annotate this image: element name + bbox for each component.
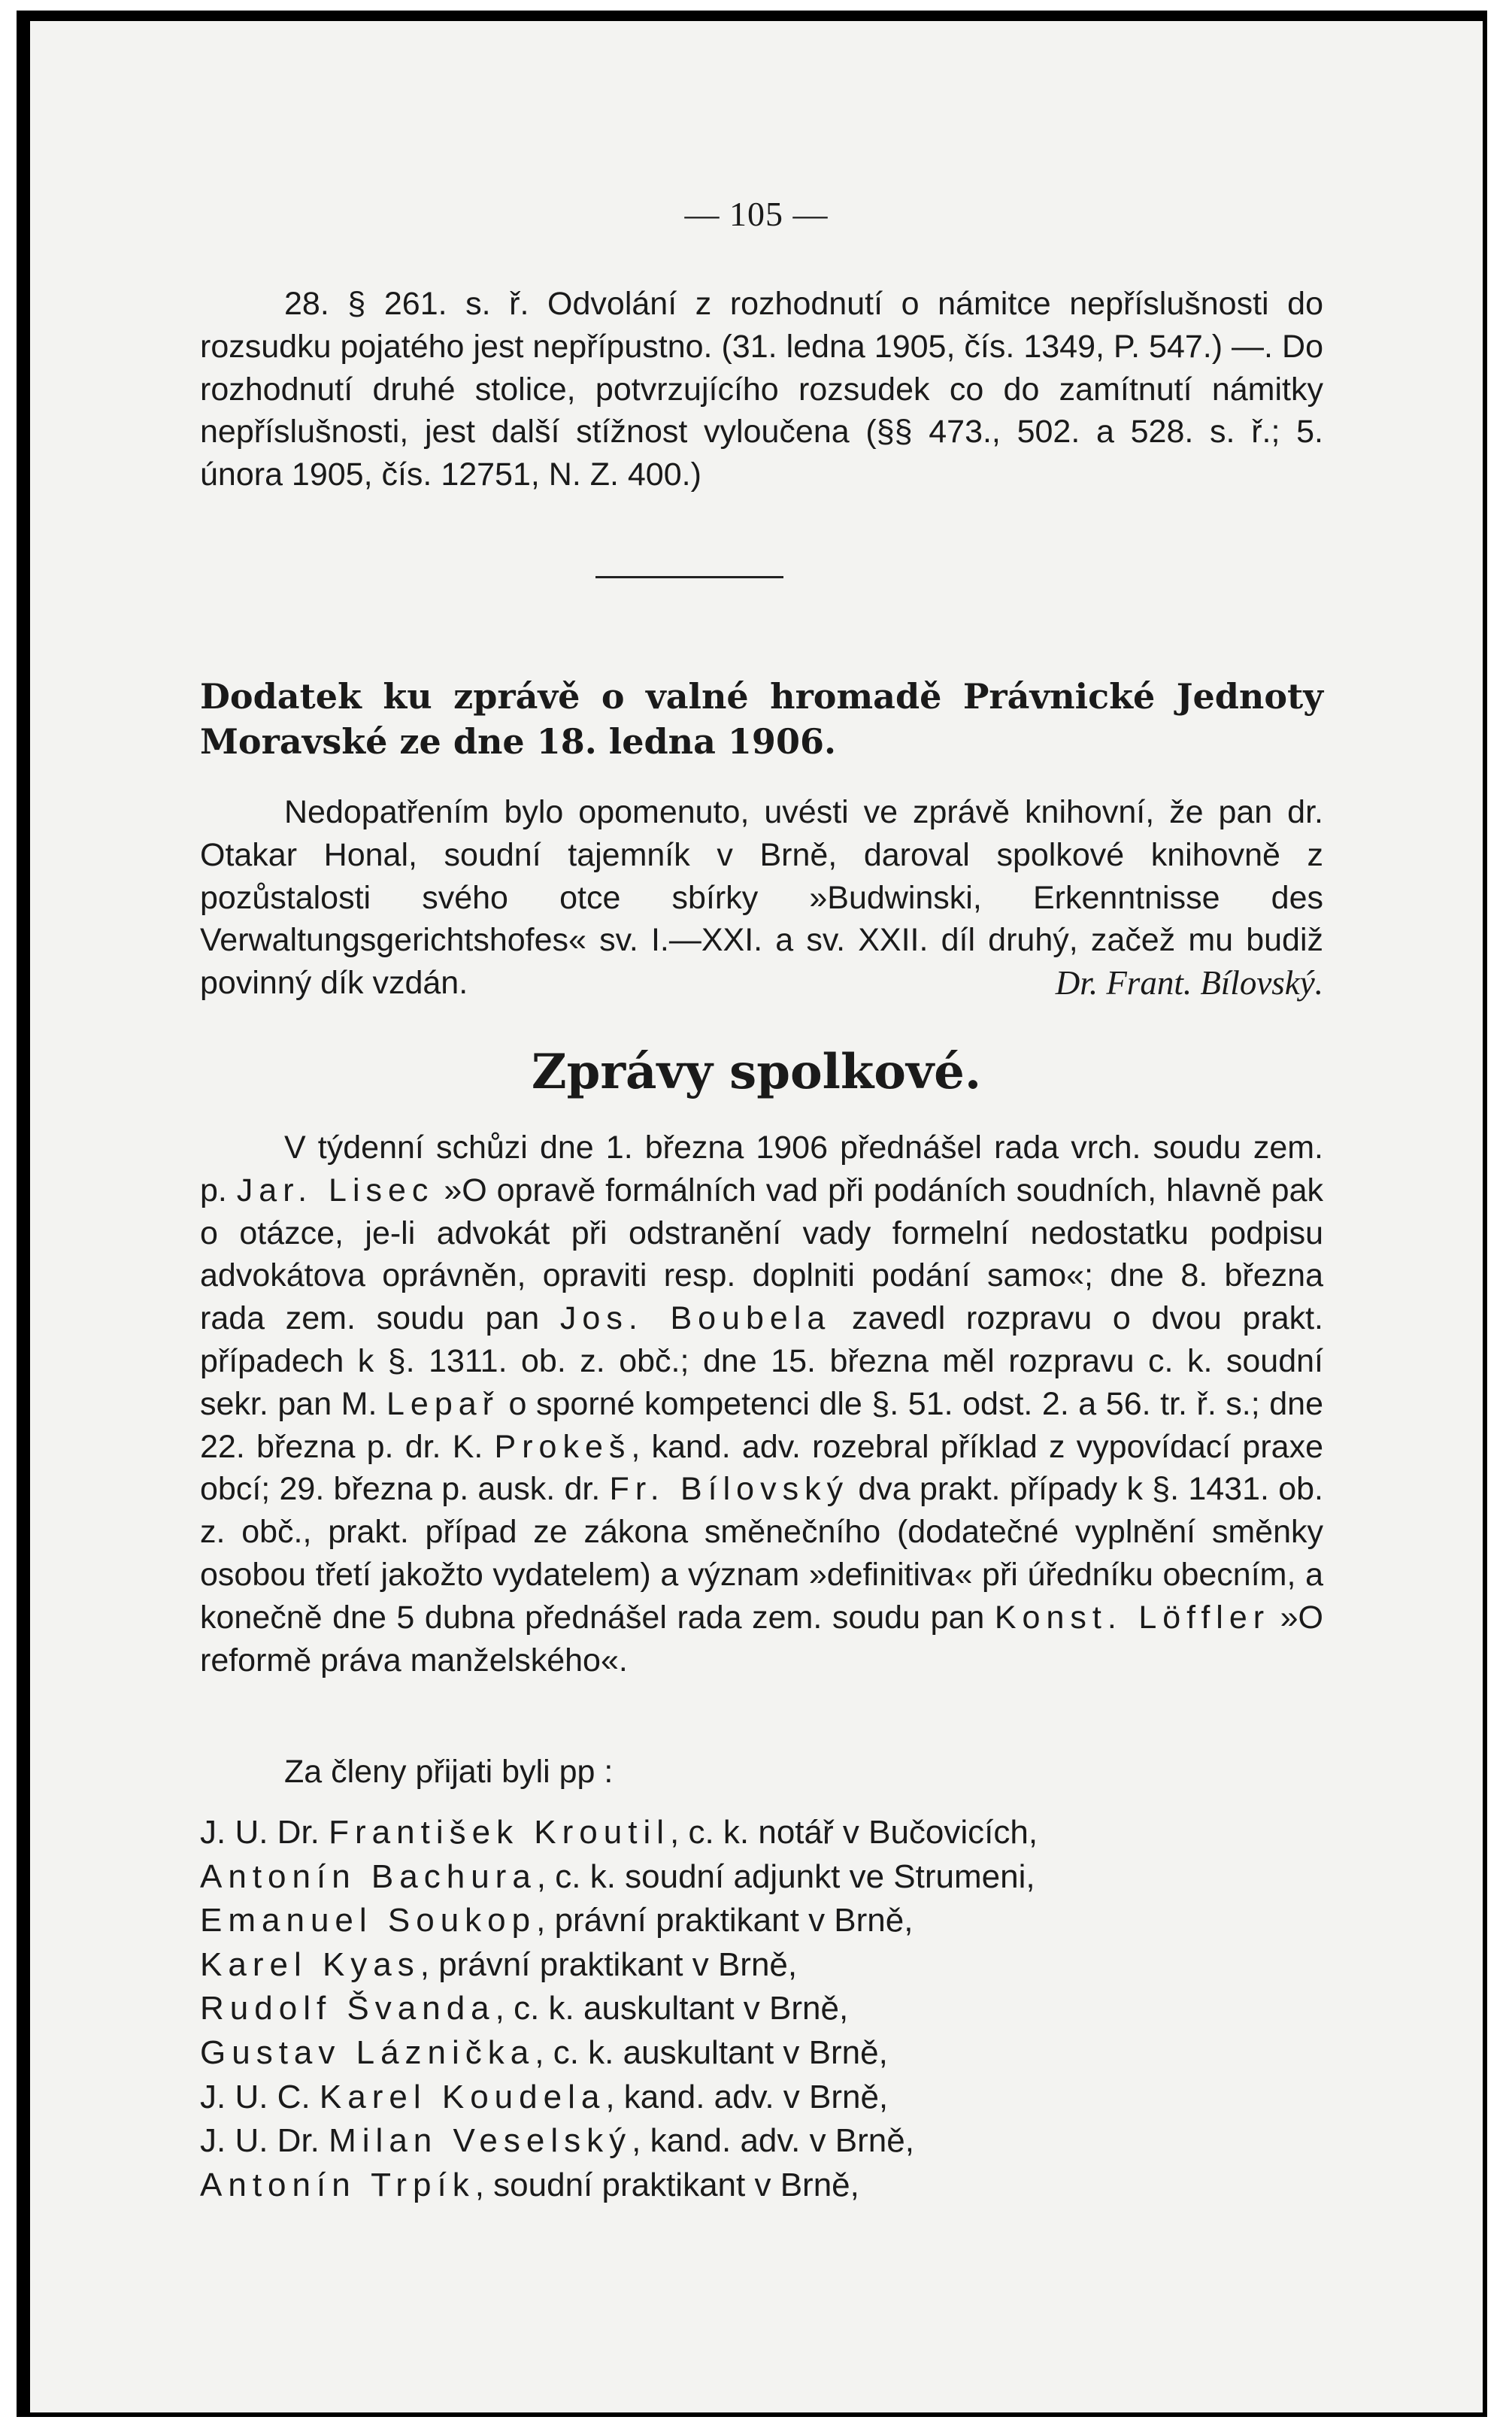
speaker-name: Prokeš [494, 1428, 632, 1465]
member-name: František Kroutil [329, 1814, 671, 1851]
speaker-name: Konst. Löffler [994, 1599, 1271, 1636]
library-donation-block [200, 791, 1323, 1005]
paragraph-library-donation [200, 791, 1323, 1005]
member-name: Gustav Láznička [200, 2033, 535, 2071]
list-item: Rudolf Švanda, c. k. auskultant v Brně, [200, 1990, 849, 2027]
lectures-text-5: , kand. adv. rozebral příklad z vypovídací praxe obcí; 29. března p. ausk. dr. [200, 1428, 1323, 1508]
lectures-block [200, 1127, 1323, 1681]
member-name: Milan Veselský [329, 2122, 632, 2160]
section-title: Zprávy spolkové. [531, 1044, 982, 1100]
library-donation-text: Nedopatřením bylo opomenuto, uvésti ve zprávě knihovní, že pan dr. Otakar Honal, soudní tajemník v Brně, daroval spolkové knihovně z pozůstalosti svého otce sbírky »Budwinski, Erkenntnisse des Verwaltungsgerichtshofes« sv. I.—XXI. a sv. XXII. díl druhý, začež mu budiž povinný dík vzdán. [200, 794, 1323, 1002]
members-intro: Za členy přijati byli pp : [284, 1754, 614, 1790]
list-item: Emanuel Soukop, právní praktikant v Brně, [200, 1902, 914, 1939]
court-decision-note [200, 283, 1323, 496]
lectures-text-6: dva prakt. případy k §. 1431. ob. z. obč., prakt. případ ze zákona směnečního (dodatečné vyplnění směnky osobou třetí jakožto vydatelem) a význam »definitiva« při úředníku obecním, a konečně dne 5 dubna přednášel rada zem. soudu pan [200, 1471, 1324, 1636]
members-intro-block [200, 1751, 1323, 1794]
members-list [200, 1811, 1323, 2207]
member-name: Emanuel Soukop [200, 1902, 537, 1939]
list-item: Antonín Bachura, c. k. soudní adjunkt ve Strumeni, [200, 1857, 1035, 1895]
lectures-text-3: zavedl rozpravu o dvou prakt. případech k §. 1311. ob. z. obč.; dne 15. března měl rozpravu c. k. soudní sekr. pan M. [200, 1300, 1323, 1422]
addendum-heading-block [200, 674, 1323, 764]
list-item: J. U. Dr. František Kroutil, c. k. notář v Bučovicích, [200, 1814, 1038, 1851]
speaker-name: Fr. Bílovský [609, 1471, 850, 1508]
speaker-name: Jar. Lisec [236, 1172, 435, 1208]
member-name: Karel Koudela [319, 2078, 606, 2115]
speaker-name: Lepař [386, 1385, 499, 1422]
member-name: Karel Kyas [200, 1945, 420, 1983]
list-item: J. U. C. Karel Koudela, kand. adv. v Brně, [200, 2078, 889, 2115]
lectures-text-4: o sporné kompetenci dle §. 51. odst. 2. a 56. tr. ř. s.; dne 22. března p. dr. K. [200, 1385, 1323, 1465]
document-page [30, 21, 1483, 2412]
lectures-text-7: »O reformě práva manželského«. [200, 1599, 1323, 1678]
member-name: Antonín Trpík [200, 2166, 475, 2203]
members-block [200, 1811, 1323, 2207]
signature: Dr. Frant. Bílovský. [1055, 964, 1323, 1002]
addendum-heading-line2: Moravské ze dne 18. ledna 1906. [200, 721, 836, 762]
list-item: J. U. Dr. Milan Veselský, kand. adv. v Brně, [200, 2122, 914, 2160]
paragraph-lectures [200, 1127, 1323, 1681]
paragraph-court-decision: 28. § 261. s. ř. Odvolání z rozhodnutí o námitce nepříslušnosti do rozsudku pojatého jest nepřípustno. (31. ledna 1905, čís. 1349, P. 547.) —. Do rozhodnutí druhé stolice, potvrzujícího rozsudek co do zamítnutí námitky nepříslušnosti, jest další stížnost vyloučena (§§ 473., 502. a 528. s. ř.; 5. února 1905, čís. 12751, N. Z. 400.) [200, 286, 1323, 493]
member-name: Antonín Bachura [200, 1857, 537, 1895]
member-name: Rudolf Švanda [200, 1990, 495, 2027]
page-number: — 105 — [684, 195, 829, 233]
lectures-text-1: V týdenní schůzi dne 1. března 1906 přednášel rada vrch. soudu zem. p. [200, 1130, 1323, 1208]
section-divider [595, 576, 783, 578]
speaker-name: Jos. Boubela [559, 1300, 832, 1337]
list-item: Karel Kyas, právní praktikant v Brně, [200, 1945, 798, 1983]
list-item: Gustav Láznička, c. k. auskultant v Brně, [200, 2033, 888, 2071]
list-item: Antonín Trpík, soudní praktikant v Brně, [200, 2166, 859, 2203]
lectures-text-2: »O opravě formálních vad při podáních soudních, hlavně pak o otázce, je-li advokát při odstranění vady formelní nedostatku podpisu advokátova oprávněn, opraviti resp. doplniti podání samo«; dne 8. března rada zem. soudu pan [200, 1172, 1323, 1337]
addendum-heading-line1: Dodatek ku zprávě o valné hromadě Právnické Jednoty [200, 676, 1323, 717]
addendum-heading [200, 674, 1323, 764]
